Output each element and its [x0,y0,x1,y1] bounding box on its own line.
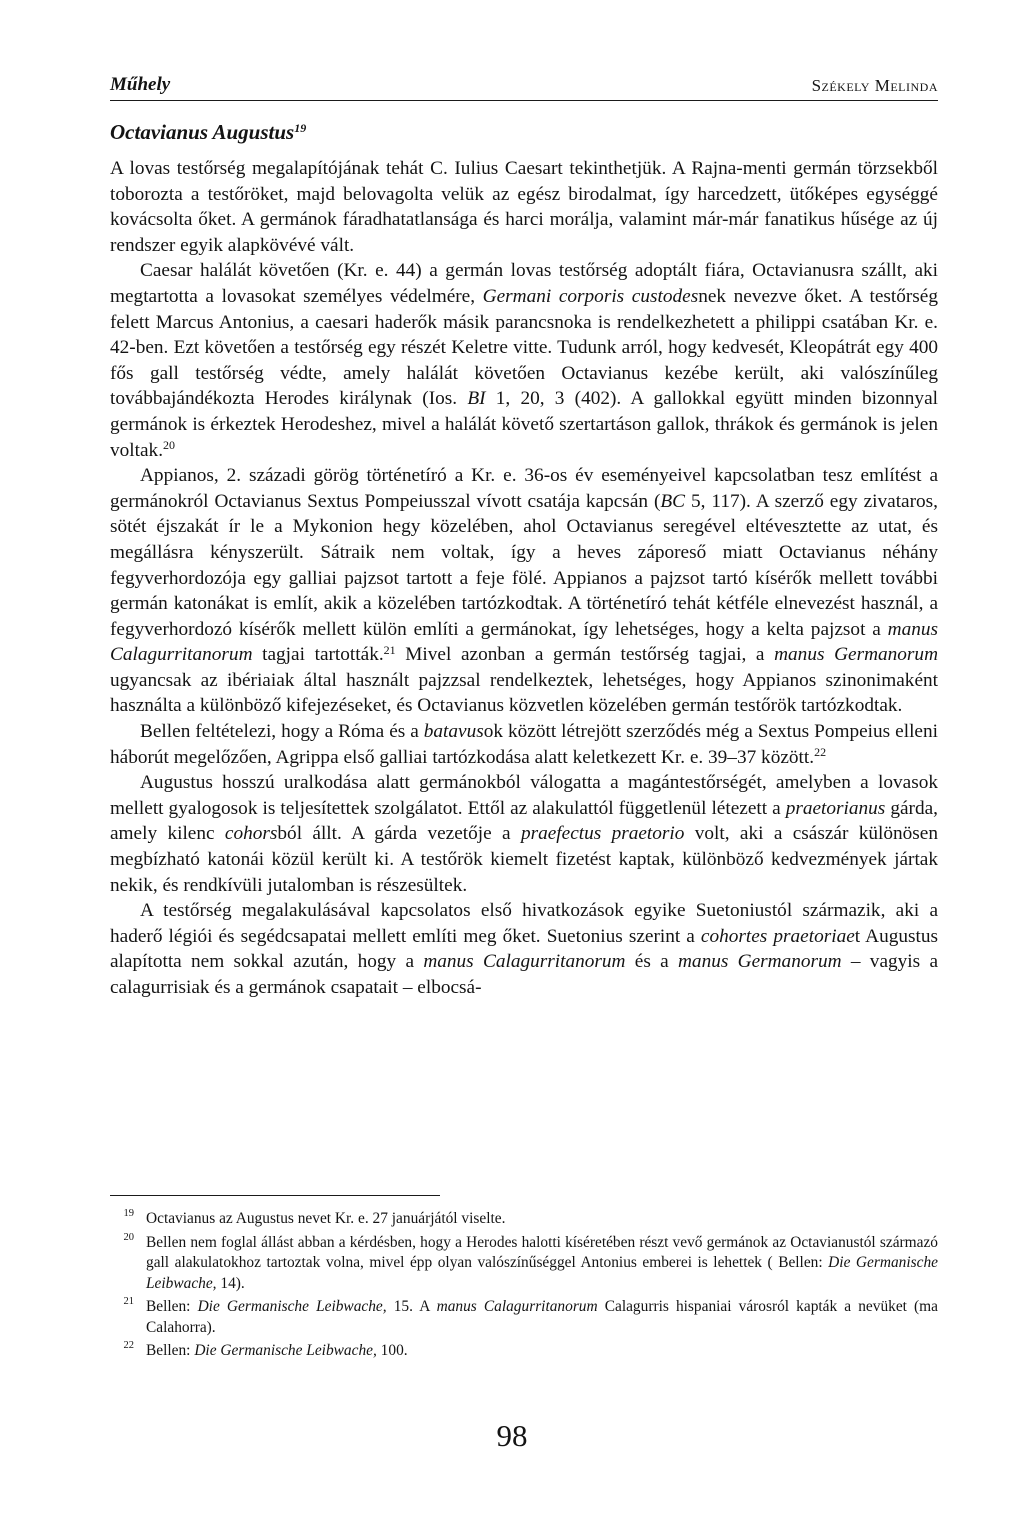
text-run: ok között létrejött szerződés még a Sextus Pompeius elleni háborút megelőzően, Agrippa első galliai tartózkodása alatt keletkezett Kr. e. 39–37 között. [110,721,938,768]
text-run: Calagurris hispaniai városról kapták a nevüket (ma Calahorra). [146,1298,938,1336]
footnote-text [146,1298,938,1336]
paragraph [110,258,938,463]
footnote-ref[interactable]: 20 [163,437,176,452]
italic-term: manus Calagurritanorum [423,951,626,973]
italic-term: cohortes praetoriae [700,925,855,947]
paragraph [110,898,938,1000]
footnote-text [146,1234,938,1292]
italic-term: batavus [423,721,484,743]
italic-term: Die Germanische Leibwache, [197,1298,387,1315]
footnote [110,1209,938,1230]
italic-term: praetorianus [785,797,886,819]
paragraph [110,770,938,898]
italic-term: manus Calagurritanorum [436,1298,598,1315]
text-run: t Augustus alapította nem sokkal azután, hogy a [110,925,938,973]
text-run: – vagyis a calagurrisiak és a germánok csapatait – elbocsá- [110,951,938,998]
page-number: 98 [496,1418,528,1453]
italic-term: Germani corporis custodes [482,285,699,307]
article-body [110,156,938,1001]
paragraph [110,719,938,770]
footnote-number: 21 [123,1296,134,1307]
running-head-section: Műhely [110,74,171,95]
text-run: Bellen nem foglal állást abban a kérdésben, hogy a Herodes halotti kíséretében részt vevő germánok az Octavianustól származó gall alakulatokhoz tartoztak volna, mivel épp olyan valószínűséggel Antonius emberei is lehettek ( Bellen: [146,1233,938,1271]
italic-term: Die Germanische Leibwache, [146,1254,938,1292]
paragraph [110,463,938,719]
text-run: Mivel azonban a germán testőrség tagjai, a [395,644,775,666]
footnote-number: 19 [123,1208,134,1219]
text-run: nek nevezve őket. A testőrség felett Marcus Antonius, a caesari haderők másik parancsnoka is rendelkezhetett a philippi csatában Kr. e. 42-ben. Ezt követően a testőrség egy részét Keletre vitte. Tudunk arról, hogy kedvesét, Kleopátrát egy 400 fős gall testőrség védte, amely halálát követően Octavianus kezébe került, aki valószínűleg továbbajándékozta Herodes királynak (Ios. [110,285,938,410]
text-run: Bellen feltételezi, hogy a Róma és a [140,721,424,743]
italic-term: Die Germanische Leibwache, [194,1342,377,1359]
italic-term: manus Germanorum [678,951,842,973]
footnote-text [146,1342,408,1359]
footnote-ref[interactable]: 19 [294,121,307,136]
text-run: A testőrség megalakulásával kapcsolatos első hivatkozások egyike Suetoniustól származik, aki a haderő légiói és segédcsapatai mellett említi meg őket. Suetonius szerint a [110,900,938,947]
text-run: Caesar halálát követően (Kr. e. 44) a germán lovas testőrség adoptált fiára, Octavianusra szállt, aki megtartotta a lovasokat személyes védelmére, [110,260,938,307]
text-run: Augustus hosszú uralkodása alatt germánokból válogatta a magántestőrségét, amelyben a lovasok mellett gyalogosok is teljesítettek szolgálatot. Ettől az alakulattól függetlenül létezett a [110,772,938,819]
italic-term: praefectus praetorio [520,823,685,845]
text-run: volt, aki a császár különösen megbízható katonái közül került ki. A testőrök kiemelt fizetést kaptak, különböző kedvezmények jártak nekik, és rendkívüli jutalomban is részesültek. [110,823,938,896]
text-run: 15. A [386,1298,437,1315]
text-run: 14). [216,1274,245,1292]
italic-term: cohors [224,823,278,845]
text-run: 5, 117). A szerző egy zivataros, sötét éjszakát ír le a Mykonion hegy közelében, ahol Octavianus seregével eltévesztette az utat, és megállásra kényszerült. Sátraik nem voltak, így a heves záporeső miatt Octavianus néhány fegyverhordozója egy galliai pajzsot tartott a feje fölé. Appianos a pajzsot tartó kísérők mellett további germán katonákat is említ, akik a közelében tartózkodtak. A történetíró tehát kétféle elnevezést használ, a fegyverhordozó kísérők mellett külön említi a germánokat, így lehetséges, hogy a kelta pajzsot a [110,490,939,640]
text-run: gárda, amely kilenc [110,797,938,845]
text-run: ugyancsak az ibériaiak által használt pajzzsal rendelkeztek, lehetséges, hogy Appianos szinonimaként használta a különböző kifejezéseket, és Octavianus közvetlen közelében germán testőrök tartózkodtak. [110,669,938,717]
footnote-ref[interactable]: 21 [383,642,396,657]
italic-term: manus Germanorum [774,644,938,666]
footnote [110,1233,938,1295]
section-heading-text: Octavianus Augustus [110,120,295,144]
text-run: Appianos, 2. századi görög történetíró a Kr. e. 36-os év eseményeivel kapcsolatban tesz említést a germánokról Octavianus Sextus Pompeiusszal vívott csatája kapcsán ( [110,465,938,512]
running-head-author: Székely Melinda [811,76,938,95]
italic-term: BI [467,388,486,410]
text-run: 100. [376,1342,408,1359]
text-run: Bellen: [146,1298,198,1315]
text-run: Bellen: [146,1342,195,1359]
footnote [110,1341,938,1362]
footnote-number: 20 [123,1231,134,1243]
footnote [110,1297,938,1338]
text-run: A lovas testőrség megalapítójának tehát C. Iulius Caesart tekinthetjük. A Rajna-menti germán törzsekből toborozta a testőröket, majd belovagolta velük az egész birodalmat, így harcedzett, ütőképes egységgé kovácsolta őket. A germánok fáradhatatlansága és harci morálja, valamint már-már fanatikus hűsége az új rendszer egyik alapkövévé vált. [110,158,938,256]
text-run: Octavianus az Augustus nevet Kr. e. 27 januárjától viselte. [146,1210,506,1227]
footnote-text [146,1210,505,1227]
running-header [110,74,938,101]
footnote-number: 22 [123,1340,134,1351]
footnotes [110,1209,938,1365]
text-run: 1, 20, 3 (402). A gallokkal együtt minden bizonnyal germánok is érkeztek Herodeshez, mivel a halálát követő szertartáson gallok, thrákok és germánok is jelen voltak. [110,388,938,461]
italic-term: manus Calagurritanorum [110,618,938,666]
section-heading [110,120,306,145]
text-run: ból állt. A gárda vezetője a [277,823,521,845]
text-run: és a [625,951,678,973]
text-run: tagjai tartották. [252,644,384,666]
paragraph [110,156,938,258]
italic-term: BC [660,490,686,512]
footnote-divider [110,1195,440,1196]
footnote-ref[interactable]: 22 [814,745,827,760]
